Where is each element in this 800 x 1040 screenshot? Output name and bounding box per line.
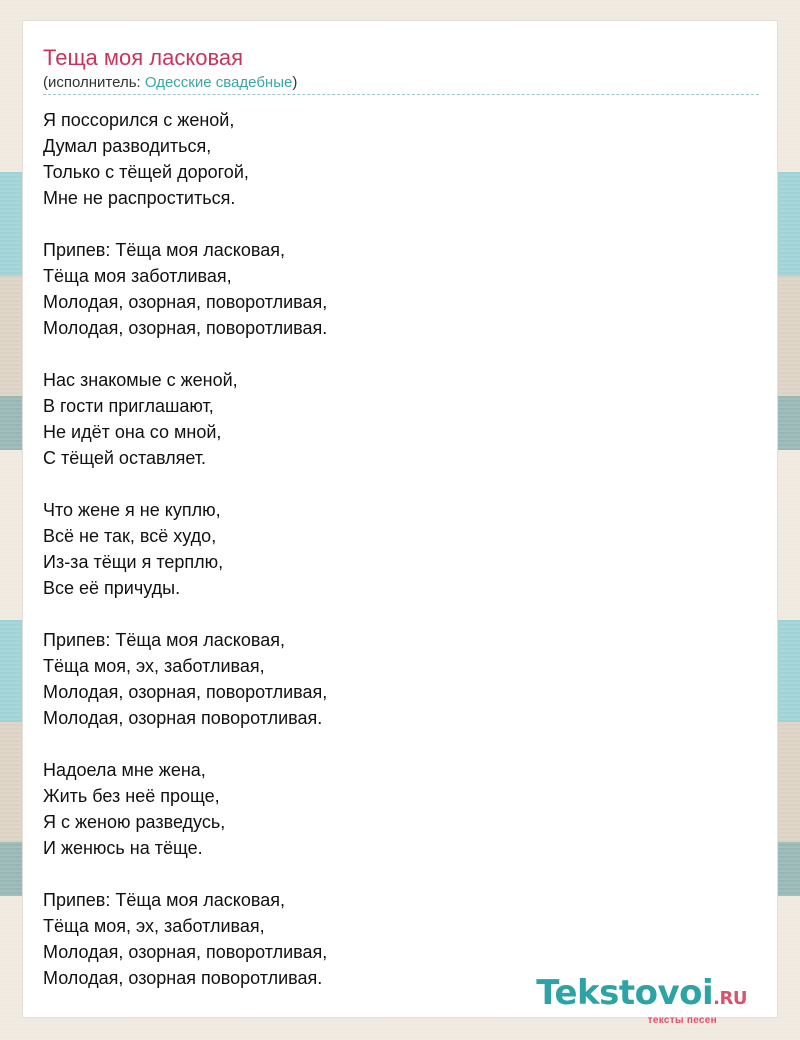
lyric-line: И женюсь на тёще.: [43, 838, 203, 858]
stanza-gap: [43, 601, 327, 627]
lyric-line: Молодая, озорная, поворотливая,: [43, 682, 328, 702]
lyric-line: Всё не так, всё худо,: [43, 526, 217, 546]
lyric-line: Тёща моя заботливая,: [43, 266, 232, 286]
lyric-line: Надоела мне жена,: [43, 760, 206, 780]
logo-name: Tekstovoi: [536, 973, 714, 1013]
song-title: Теща моя ласковая: [43, 45, 244, 70]
stanza-gap: [43, 211, 327, 237]
logo-wordmark: [536, 975, 747, 1017]
artist-prefix: (исполнитель:: [43, 74, 145, 91]
lyric-line: Молодая, озорная, поворотливая,: [43, 292, 328, 312]
lyric-line: Я поссорился с женой,: [43, 110, 235, 130]
logo-tagline: тексты песен: [647, 1015, 717, 1026]
lyric-line: Из-за тёщи я терплю,: [43, 552, 224, 572]
lyric-line: Припев: Тёща моя ласковая,: [43, 240, 286, 260]
lyric-line: Припев: Тёща моя ласковая,: [43, 890, 286, 910]
lyric-line: Думал разводиться,: [43, 136, 212, 156]
logo-tld: .RU: [713, 988, 747, 1009]
title-divider: [43, 94, 759, 95]
lyrics-card: [22, 20, 778, 1026]
artist-suffix: ): [292, 74, 298, 91]
lyric-line: Молодая, озорная поворотливая.: [43, 968, 323, 988]
lyric-line: Тёща моя, эх, заботливая,: [43, 916, 265, 936]
lyric-line: Молодая, озорная, поворотливая.: [43, 318, 328, 338]
lyric-line: В гости приглашают,: [43, 396, 214, 416]
lyric-line: Я с женою разведусь,: [43, 812, 226, 832]
lyric-line: Мне не распроститься.: [43, 188, 236, 208]
site-logo[interactable]: [536, 975, 747, 1026]
lyric-line: Только с тёщей дорогой,: [43, 162, 249, 182]
stanza-gap: [43, 731, 327, 757]
lyric-line: Тёща моя, эх, заботливая,: [43, 656, 265, 676]
lyric-line: Не идёт она со мной,: [43, 422, 222, 442]
lyric-line: С тёщей оставляет.: [43, 448, 207, 468]
stanza-gap: [43, 341, 327, 367]
lyric-line: Припев: Тёща моя ласковая,: [43, 630, 286, 650]
lyric-line: Молодая, озорная поворотливая.: [43, 708, 323, 728]
artist-link[interactable]: Одесские свадебные: [144, 74, 293, 91]
lyrics-body: [43, 107, 327, 991]
lyric-line: Что жене я не куплю,: [43, 500, 221, 520]
lyric-line: Все её причуды.: [43, 578, 181, 598]
lyric-line: Молодая, озорная, поворотливая,: [43, 942, 328, 962]
lyric-line: Нас знакомые с женой,: [43, 370, 238, 390]
artist-line: [43, 74, 297, 92]
lyric-line: Жить без неё проще,: [43, 786, 220, 806]
stanza-gap: [43, 861, 327, 887]
stanza-gap: [43, 471, 327, 497]
